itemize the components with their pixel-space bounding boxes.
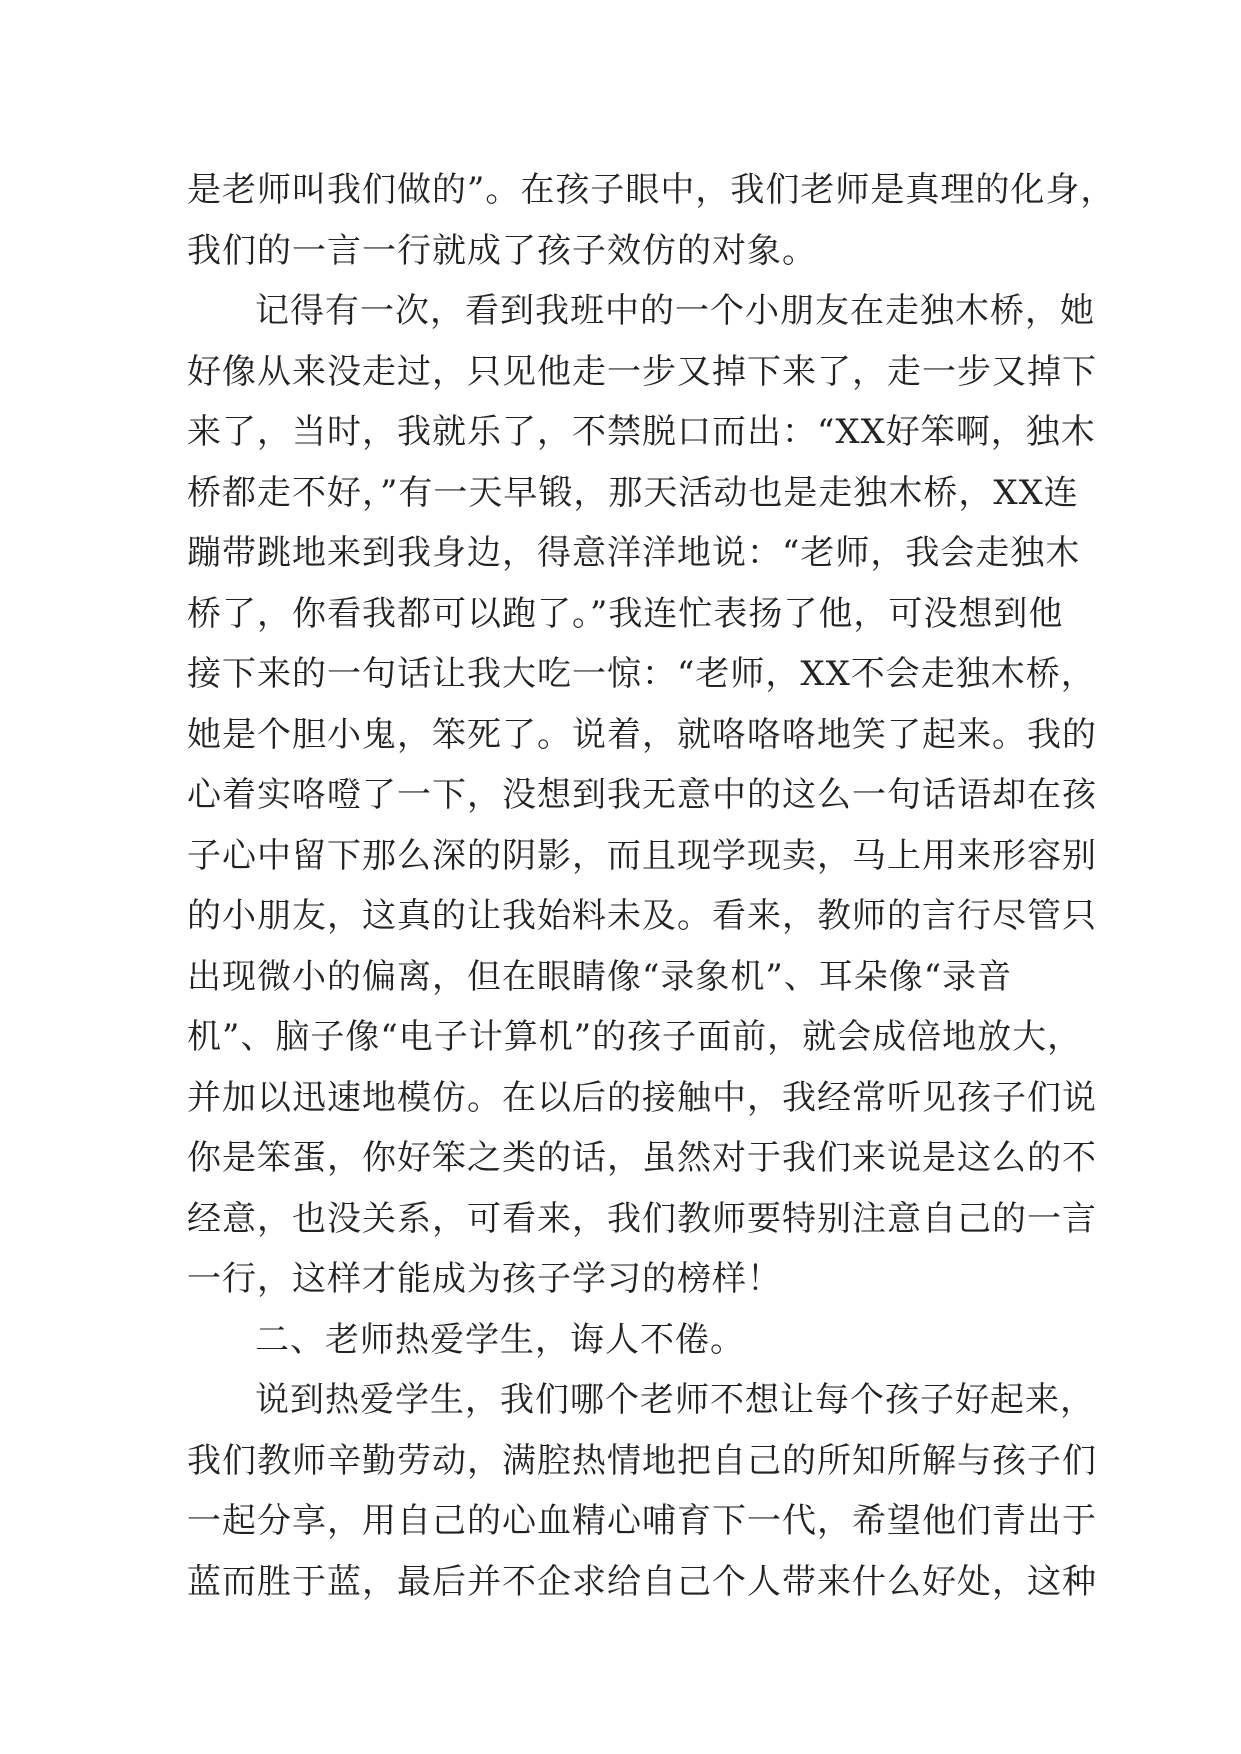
- body-text: [187, 160, 1116, 1612]
- text-line: 出现微小的偏离，但在眼睛像“录象机”、耳朵像“录音: [187, 956, 1013, 997]
- text-line: 心着实咯噔了一下，没想到我无意中的这么一句话语却在孩: [187, 775, 1097, 815]
- text-line: 是老师叫我们做的”。在孩子眼中，我们老师是真理的化身，: [187, 170, 1116, 210]
- text-line: 经意，也没关系，可看来，我们教师要特别注意自己的一言: [187, 1198, 1097, 1239]
- text-line: 记得有一次，看到我班中的一个小朋友在走独木桥，她: [255, 291, 1095, 331]
- text-line: 你是笨蛋，你好笨之类的话，虽然对于我们来说是这么的不: [187, 1138, 1097, 1178]
- text-line: 的小朋友，这真的让我始料未及。看来，教师的言行尽管只: [187, 896, 1097, 936]
- text-line: 接下来的一句话让我大吃一惊：“老师，XX不会走独木桥，: [187, 654, 1096, 694]
- text-line: 我们教师辛勤劳动，满腔热情地把自己的所知所解与孩子们: [187, 1440, 1097, 1481]
- text-line: 机”、脑子像“电子计算机”的孩子面前，就会成倍地放大，: [187, 1017, 1083, 1057]
- text-line: 桥了，你看我都可以跑了。”我连忙表扬了他，可没想到他: [187, 593, 1064, 634]
- text-line: 好像从来没走过，只见他走一步又掉下来了，走一步又掉下: [187, 351, 1097, 392]
- text-line: 一起分享，用自己的心血精心哺育下一代，希望他们青出于: [187, 1501, 1097, 1541]
- text-line: 说到热爱学生，我们哪个老师不想让每个孩子好起来，: [255, 1380, 1095, 1420]
- text-line: 蹦带跳地来到我身边，得意洋洋地说：“老师，我会走独木: [187, 533, 1081, 573]
- text-line: 她是个胆小鬼，笨死了。说着，就咯咯咯地笑了起来。我的: [187, 714, 1097, 755]
- text-line: 子心中留下那么深的阴影，而且现学现卖，马上用来形容别: [187, 835, 1097, 876]
- text-line: 并加以迅速地模仿。在以后的接触中，我经常听见孩子们说: [187, 1077, 1097, 1118]
- text-line: 桥都走不好，”有一天早锻，那天活动也是走独木桥，XX连: [187, 472, 1079, 513]
- text-line: 我们的一言一行就成了孩子效仿的对象。: [187, 230, 817, 271]
- text-line: 蓝而胜于蓝，最后并不企求给自己个人带来什么好处，这种: [187, 1561, 1097, 1602]
- text-line: 一行，这样才能成为孩子学习的榜样！: [187, 1259, 782, 1299]
- text-line: 来了，当时，我就乐了，不禁脱口而出：“XX好笨啊，独木: [187, 412, 1096, 452]
- text-line: 二、老师热爱学生，诲人不倦。: [255, 1319, 745, 1360]
